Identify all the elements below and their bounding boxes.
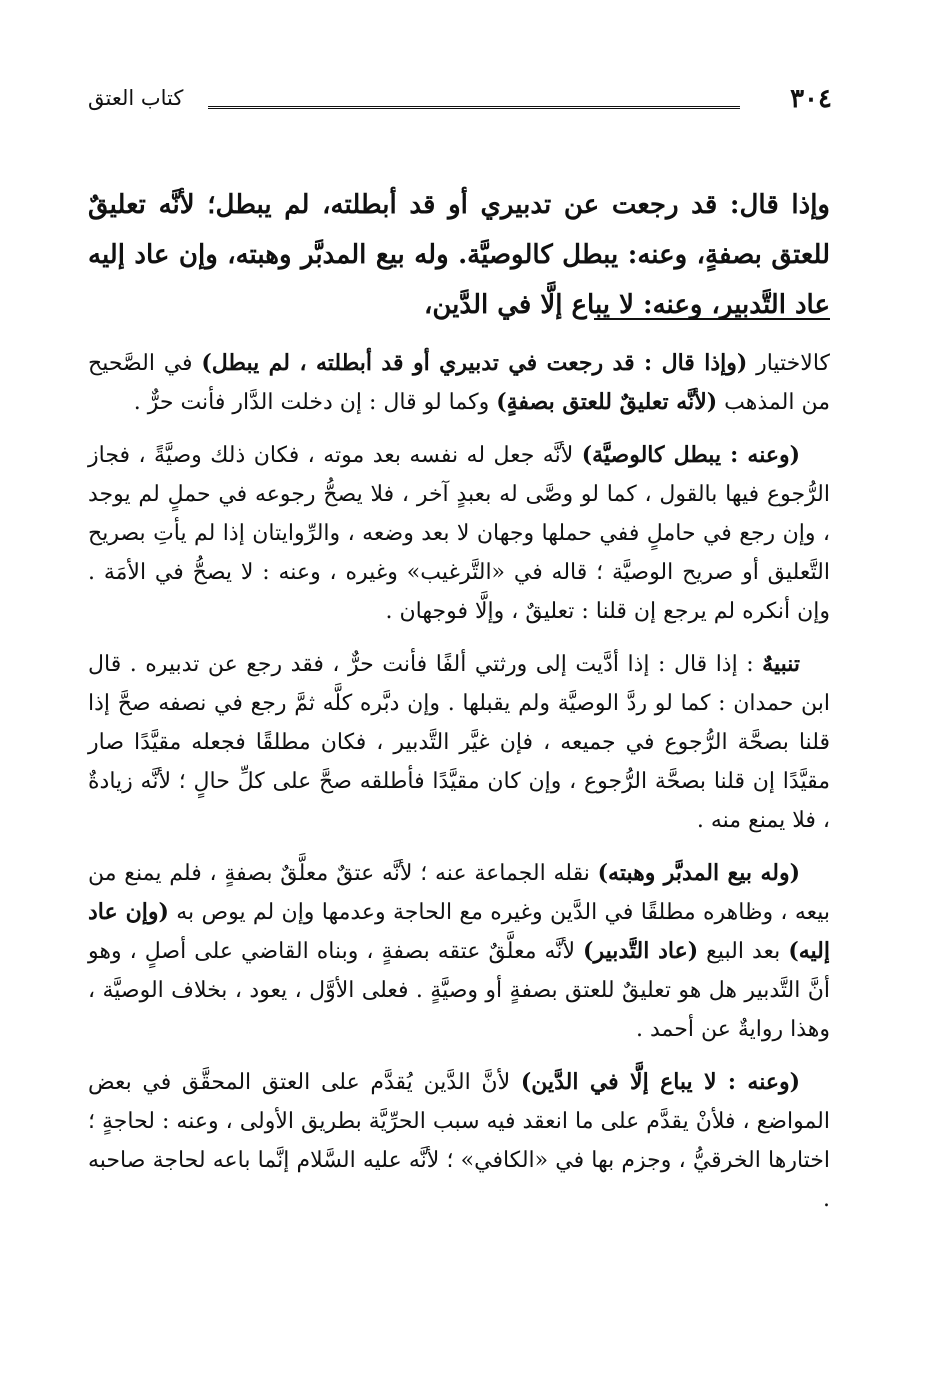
plain-text: : إذا قال : إذا أدَّيت إلى ورثتي ألفًا فأنت حرٌّ ، فقد رجع عن تدبيره . قال ابن حمدان : كما لو ردَّ الوصيَّة ولم يقبلها . وإن دبَّره كلَّه ثمَّ رجع في نصفه صحَّ إذا قلنا بصحَّة الرُّجوع في جميعه ، فإن غيَّر التَّدبير ، فكان مطلقًا فجعله مقيَّدًا صار مقيَّدًا إن قلنا بصحَّة الرُّجوع ، وإن كان مقيَّدًا فأطلقه صحَّ على كلِّ حالٍ ؛ لأنَّه زيادةٌ ، فلا يمنع منه . [88,652,830,833]
plain-text: نقله الجماعة عنه ؛ لأنَّه عتقٌ معلَّقٌ بصفةٍ ، فلم يمنع من بيعه ، وظاهره مطلقًا في الدَّين وغيره مع الحاجة وعدمها وإن لم يوص به [88,861,830,925]
plain-text: لأنَّ الدَّين يُقدَّم على العتق المحقَّق في بعض المواضع ، فلأنْ يقدَّم على ما انعقد فيه سبب الحرِّيَّة بطريق الأولى ، وعنه : لحاجةٍ ؛ اختارها الخرقيُّ ، وجزم بها في «الكافي» ؛ لأنَّه عليه السَّلام إنَّما باعه لحاجة صاحبه . [88,1070,830,1212]
note-label: تنبيهٌ [762,651,800,677]
book-title: كتاب العتق [88,86,184,110]
plain-text: لأنَّه معلَّقٌ عتقه بصفةٍ ، وبناه القاضي على أصلٍ ، وهو أنَّ التَّدبير هل هو تعليقٌ للعتق بصفةٍ أو وصيَّةٍ . فعلى الأوَّل ، يعود ، بخلاف الوصيَّة ، وهذا روايةٌ عن أحمد . [88,939,830,1042]
page-number: ٣٠٤ [790,84,832,114]
quoted-matn: (وعنه : يبطل كالوصيَّة) [581,442,800,468]
commentary-paragraph-5 [88,1063,830,1219]
plain-text: في الصَّحيح من المذهب [88,351,830,415]
quoted-matn: (وإن عاد إليه) [88,899,830,964]
header-rule [208,106,740,109]
quoted-matn: (وله بيع المدبَّر وهبته) [597,860,801,886]
matn-separator-rule [594,318,830,320]
commentary-paragraph-4 [88,854,830,1049]
commentary-paragraph-2 [88,436,830,631]
commentary-paragraph-3 [88,645,830,840]
quoted-matn: (وإذا قال : قد رجعت في تدبيري أو قد أبطلته ، لم يبطل) [201,350,748,376]
quoted-matn: (عاد التَّدبير) [583,938,699,964]
plain-text: لأنَّه جعل له نفسه بعد موته ، فكان ذلك وصيَّةً ، فجاز الرُّجوع فيها بالقول ، كما لو وصَّى له بعبدٍ آخر ، فلا يصحُّ رجوعه في حملٍ لم يوجد ، وإن رجع في حاملٍ ففي حملها وجهان لا بعد وضعه ، والرِّوايتان إذا لم يأتِ بصريح التَّعليق أو صريح الوصيَّة ؛ قاله في «التَّرغيب» وغيره ، وعنه : لا يصحُّ في الأمَة . وإن أنكره لم يرجع إن قلنا : تعليقٌ ، وإلَّا فوجهان . [88,443,830,624]
plain-text: بعد البيع [698,939,789,964]
matn-text [88,180,830,330]
quoted-matn: (وعنه : لا يباع إلَّا في الدَّين) [520,1069,800,1095]
commentary [88,344,830,1233]
quoted-matn: (لأنَّه تعليقٌ للعتق بصفةٍ) [496,389,718,415]
commentary-paragraph-1 [88,344,830,422]
plain-text: كالاختيار [747,351,831,376]
plain-text: وكما لو قال : إن دخلت الدَّار فأنت حرٌّ . [133,390,497,415]
matn-paragraph: وإذا قال: قد رجعت عن تدبيري أو قد أبطلته، لم يبطل؛ لأنَّه تعليقٌ للعتق بصفةٍ، وعنه: يبطل كالوصيَّة. وله بيع المدبَّر وهبته، وإن عاد إليه عاد التَّدبير، وعنه: لا يباع إلَّا في الدَّين، [88,190,830,320]
page-header [88,84,832,124]
